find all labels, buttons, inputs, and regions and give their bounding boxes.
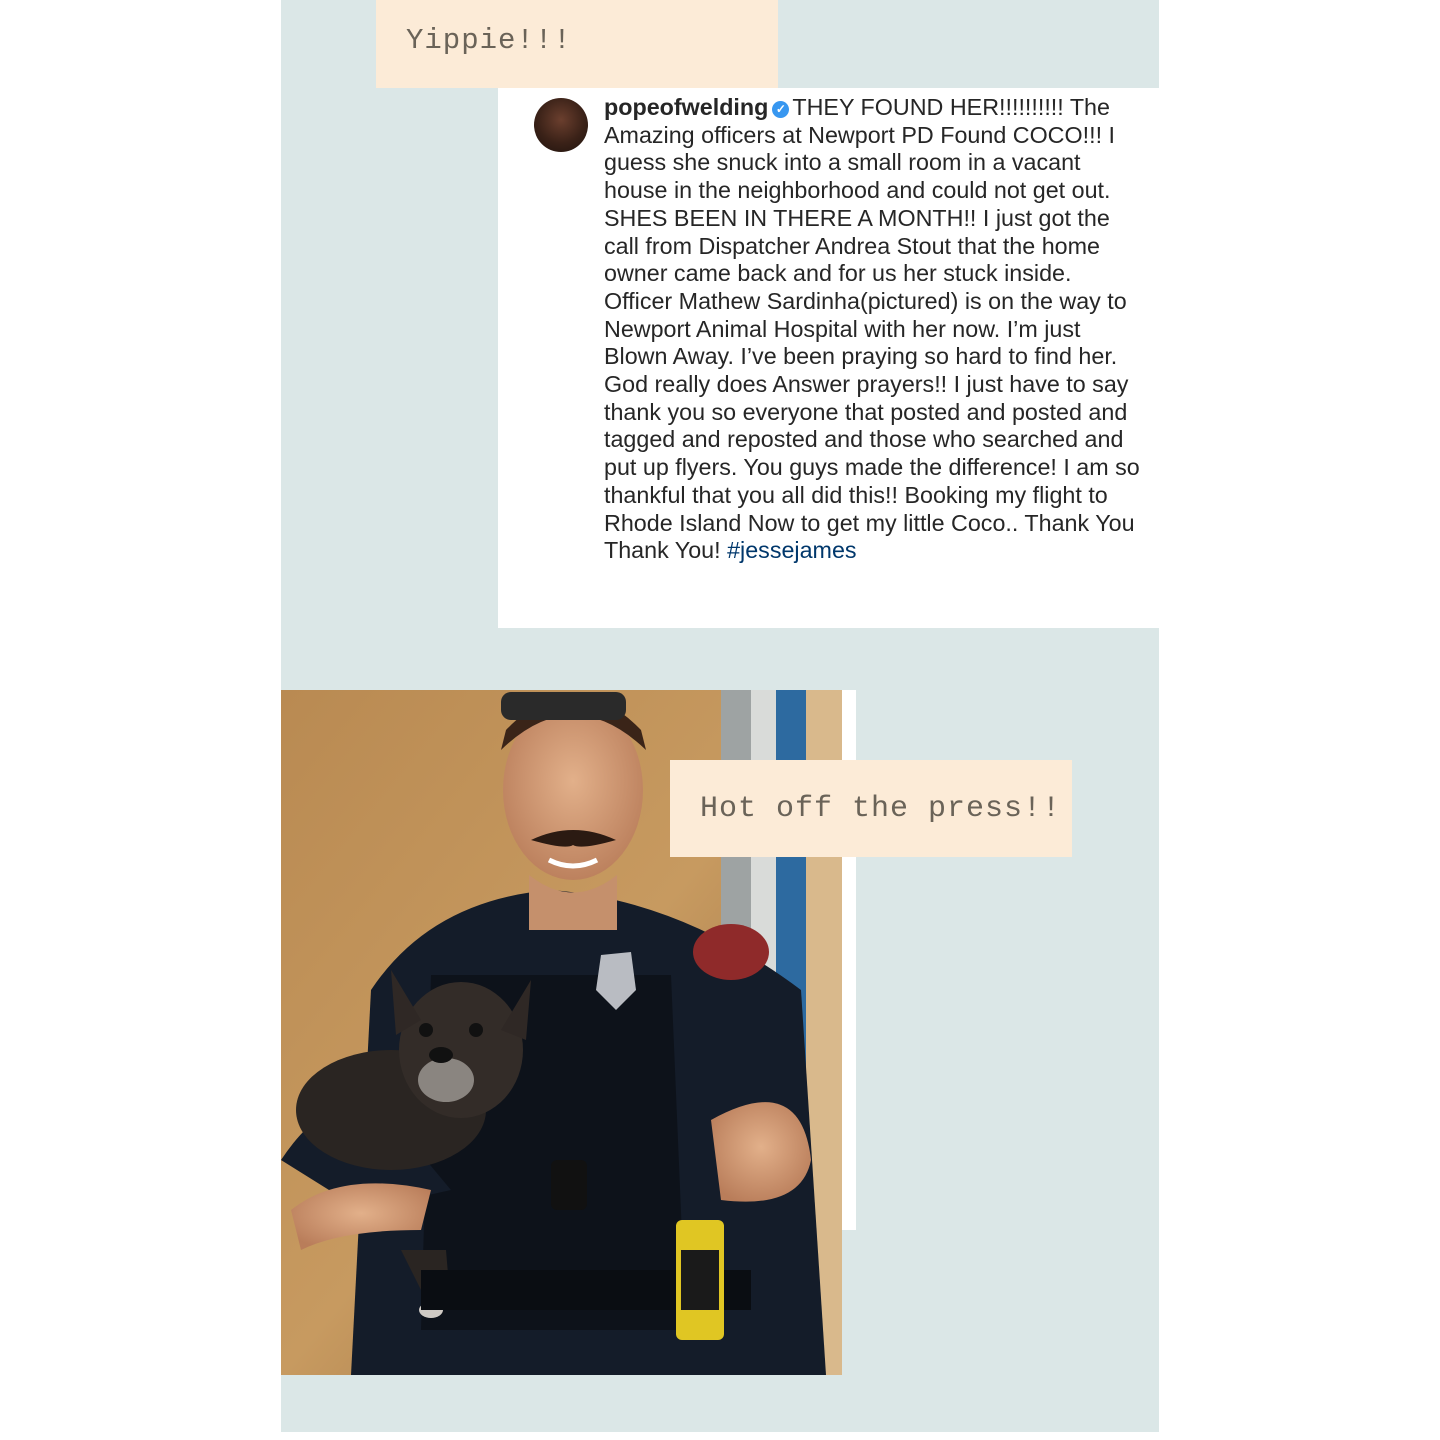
sticky-note-middle-text: Hot off the press!!: [700, 792, 1062, 826]
caption-body: The Amazing officers at Newport PD Found COCO!!! I guess she snuck into a small room in a vacant house in the neighborhood and could not get out. SHES BEEN IN THERE A MONTH!! I just got the call from Dispatcher Andrea Stout that the home owner came back and for us her stuck inside. Officer Mathew Sardinha(pictured) is on the way to Newport Animal Hospital with her now. I’m just Blown Away. I’ve been praying so hard to find her. God really does Answer prayers!! I just have to say thank you so everyone that posted and posted and tagged and reposted and those who searched and put up flyers. You guys made the difference! I am so thankful that you all did this!! Booking my flight to Rhode Island Now to get my little Coco.. Thank You Thank You!: [604, 94, 1140, 564]
instagram-post-caption: [498, 88, 1159, 628]
sticky-note-top-text: Yippie!!!: [406, 24, 572, 57]
verified-badge-icon: ✓: [772, 101, 789, 118]
sticky-note-middle: [670, 760, 1072, 857]
username-link[interactable]: popeofwelding: [604, 94, 769, 120]
caption-lead: THEY FOUND HER!!!!!!!!!!: [792, 94, 1064, 120]
hashtag-link[interactable]: #jessejames: [727, 537, 857, 564]
avatar[interactable]: [534, 98, 588, 152]
caption-text: [604, 94, 1144, 565]
sticky-note-top: [376, 0, 778, 88]
